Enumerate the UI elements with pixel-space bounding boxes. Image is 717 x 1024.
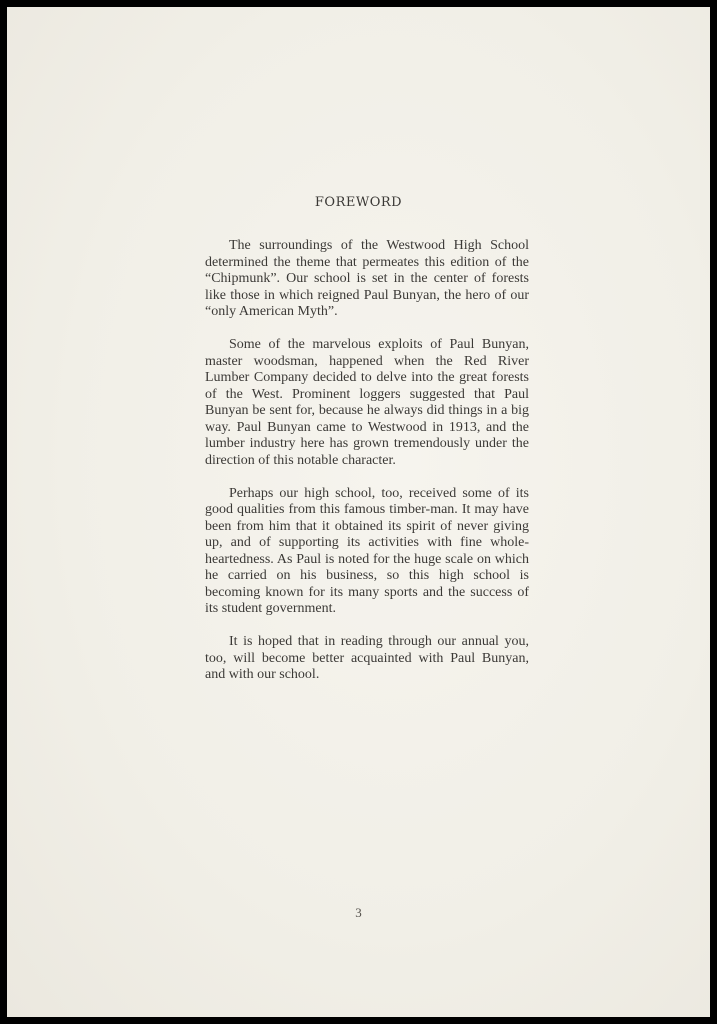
page-title: FOREWORD (314, 195, 403, 210)
paragraph-2: Some of the marvelous exploits of Paul Bunyan, master woodsman, happened when the Red River Lumber Company decided to delve into the great forests of the West. Prominent loggers suggested that Paul Bunyan be sent for, because he always did things in a big way. Paul Bunyan came to Westwood in 1913, and the lumber industry here has grown tremendously under the direction of this notable character. (205, 337, 529, 468)
paragraph-1: The surroundings of the Westwood High School determined the theme that permeates this edition of the “Chipmunk”. Our school is set in the center of forests like those in which reigned Paul Bunyan, the hero of our “only American Myth”. (205, 238, 529, 319)
document-page (7, 7, 710, 1017)
paragraph-3: Perhaps our high school, too, received some of its good qualities from this famous timber-man. It may have been from him that it obtained its spirit of never giving up, and of supporting its activities with fine whole-heartedness. As Paul is noted for the huge scale on which he carried on his business, so this high school is becoming known for its many sports and the success of its student government. (205, 485, 529, 616)
page-number: 3 (355, 905, 362, 920)
foreword-body (205, 238, 529, 700)
paragraph-4: It is hoped that in reading through our annual you, too, will become better acquainted with Paul Bunyan, and with our school. (205, 634, 529, 682)
